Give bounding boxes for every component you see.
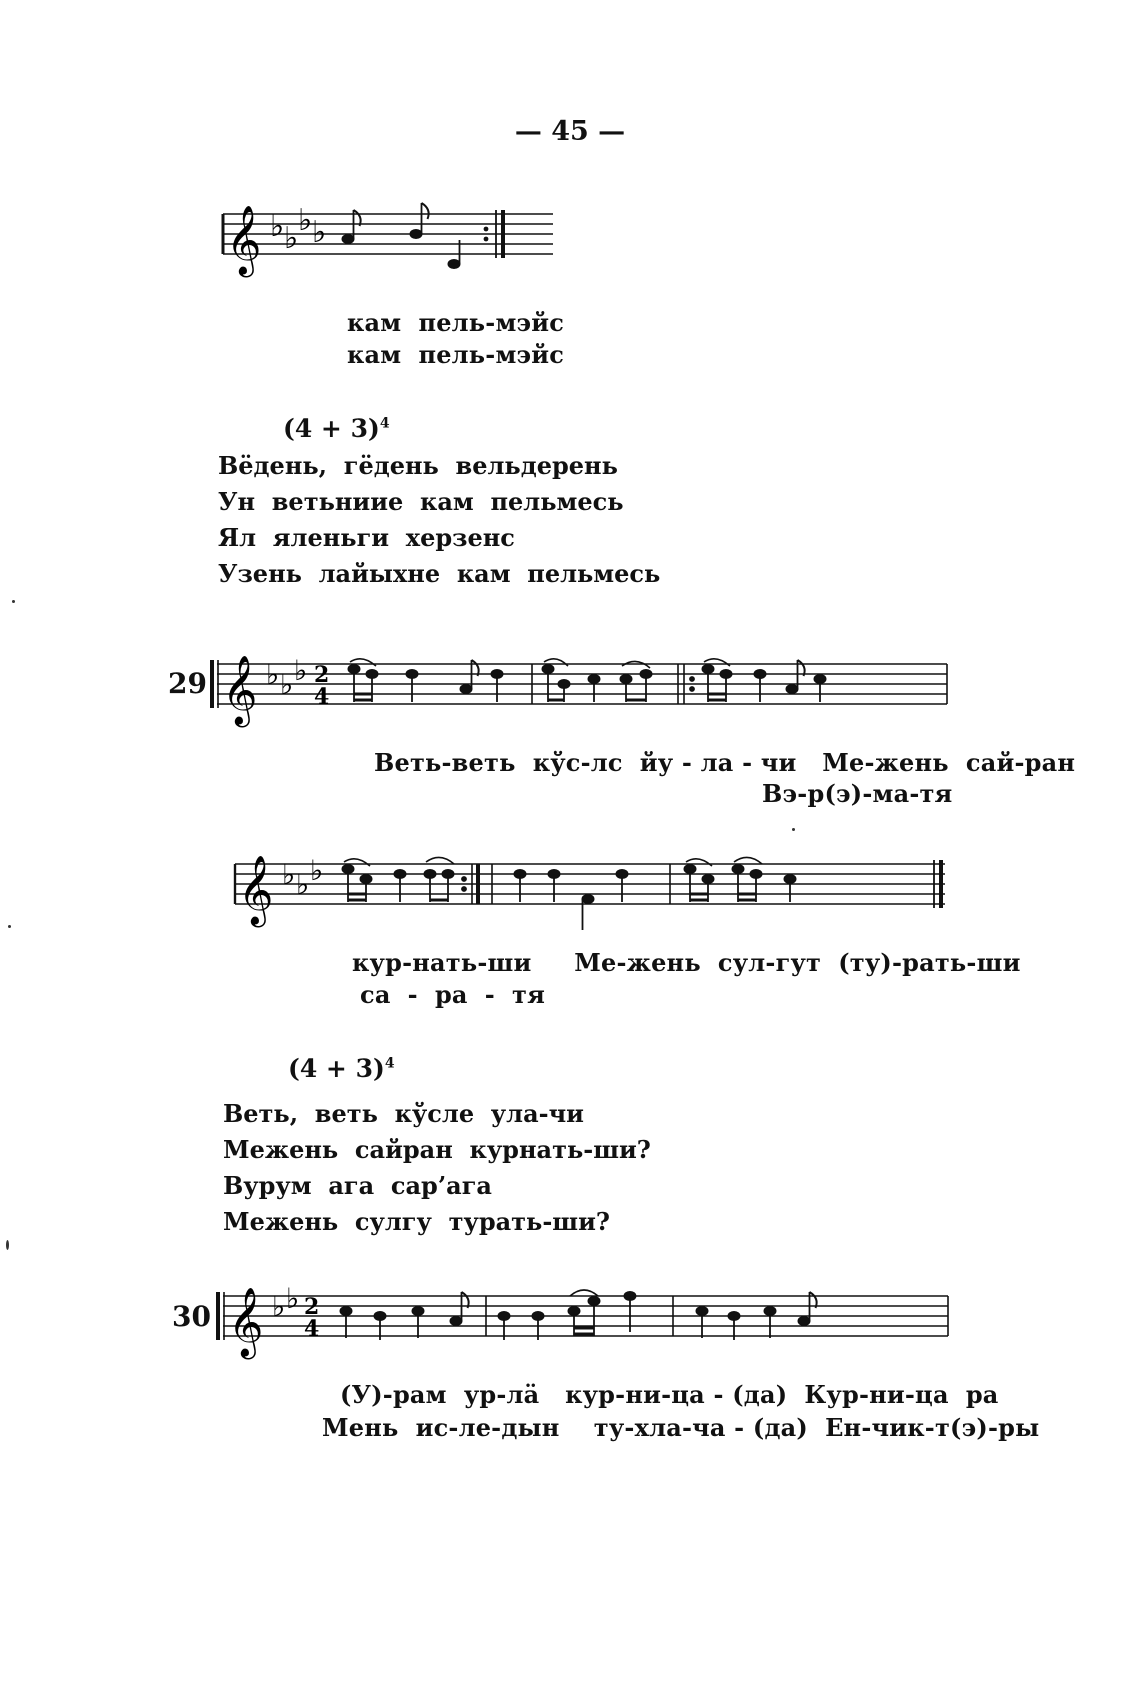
music-staff-29-a	[212, 650, 962, 740]
verse-line: Межень сайран курнать-ши?	[223, 1135, 651, 1164]
song-30-lyric-row-2: Мень ис-ле-дын ту-хла-ча - (да) Ен-чик-т(э)-ры	[322, 1413, 1040, 1442]
key-signature-flats	[270, 203, 326, 256]
formula-base: (4 + 3)	[288, 1054, 385, 1083]
verse-2-formula	[288, 1054, 395, 1083]
svg-text:♭: ♭	[312, 215, 327, 250]
verse-1	[218, 448, 660, 592]
svg-text:♭: ♭	[280, 668, 294, 701]
song-30-lyric-row-1: (У)-рам ур-лä кур-ни-ца - (да) Кур-ни-ца ра	[340, 1380, 999, 1409]
verse-2	[223, 1096, 651, 1240]
verse-line: Веть, веть кўсле ула-чи	[223, 1099, 584, 1128]
fragment-lyric-1: кам пель-мэйс	[347, 308, 565, 337]
svg-text:4: 4	[304, 1316, 320, 1342]
svg-text:♭: ♭	[270, 209, 285, 244]
svg-text:2: 2	[314, 662, 330, 688]
formula-exponent: 4	[379, 415, 390, 432]
page-number: — 45 —	[514, 116, 626, 147]
treble-clef-icon: 𝄞	[228, 1287, 264, 1357]
song-29-lyric-row-2: кур-нать-ши Ме-жень сул-гут (ту)-рать-ши	[352, 948, 1021, 977]
svg-text:♭: ♭	[282, 858, 296, 891]
verse-line: Ял яленьги херзенс	[218, 523, 515, 552]
music-staff-29-b	[230, 850, 960, 940]
svg-text:♭: ♭	[310, 854, 324, 887]
treble-clef-icon: 𝄞	[226, 205, 262, 275]
scan-speck	[8, 925, 11, 928]
verse-line: Вёдень, гёдень вельдерень	[218, 451, 618, 480]
treble-clef-icon: 𝄞	[238, 855, 274, 925]
scan-speck	[12, 600, 15, 603]
svg-text:4: 4	[314, 684, 330, 710]
notes	[348, 659, 947, 704]
song-29-lyric-row-1b: Вэ-р(э)-ма-тя	[762, 779, 953, 808]
scan-speck	[6, 1240, 9, 1250]
verse-line: Межень сулгу турать-ши?	[223, 1207, 610, 1236]
music-staff-30	[218, 1282, 963, 1372]
verse-1-formula	[283, 414, 390, 443]
time-signature	[314, 662, 329, 710]
svg-text:♭: ♭	[284, 221, 299, 256]
svg-text:♭: ♭	[296, 868, 310, 901]
svg-text:♭: ♭	[266, 658, 280, 691]
fragment-lyric-2: кам пель-мэйс	[347, 340, 565, 369]
verse-line: Вурум ага сар’ага	[223, 1171, 492, 1200]
scan-speck	[792, 828, 795, 831]
song-number-30: 30	[172, 1300, 211, 1333]
formula-base: (4 + 3)	[283, 414, 380, 443]
key-signature-flats	[272, 1282, 299, 1323]
notes	[342, 203, 460, 269]
formula-exponent: 4	[384, 1055, 395, 1072]
song-29-lyric-row-2b: са - ра - тя	[360, 980, 546, 1009]
notes	[340, 1290, 948, 1340]
treble-clef-icon: 𝄞	[222, 655, 258, 725]
time-signature	[304, 1294, 319, 1342]
svg-text:♭: ♭	[294, 654, 308, 687]
song-number-29: 29	[168, 667, 207, 700]
svg-text:♭: ♭	[298, 203, 313, 238]
music-staff-fragment	[218, 200, 718, 290]
svg-text:♭: ♭	[286, 1282, 300, 1315]
svg-text:♭: ♭	[272, 1290, 286, 1323]
song-29-lyric-row-1: Веть-веть кўс-лс йу - ла - чи Ме-жень сай-ран	[374, 748, 1076, 777]
verse-line: Узень лайыхне кам пельмесь	[218, 559, 661, 588]
svg-text:2: 2	[304, 1294, 320, 1320]
verse-line: Ун ветьниие кам пельмесь	[218, 487, 624, 516]
